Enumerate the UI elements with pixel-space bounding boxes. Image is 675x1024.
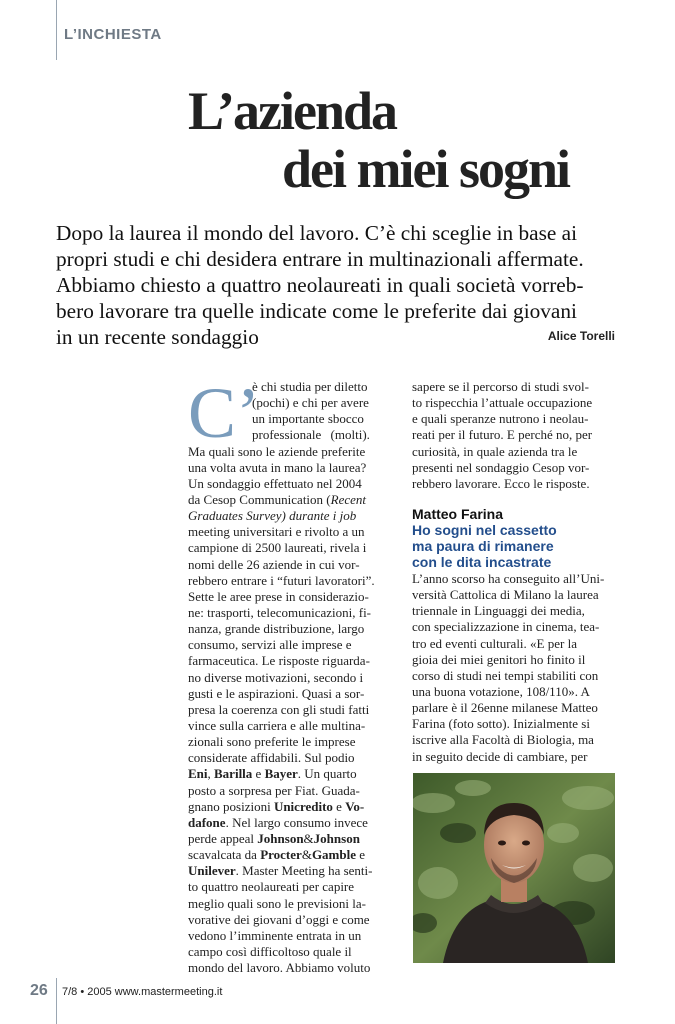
body-line: Ma quali sono le aziende preferite bbox=[188, 443, 366, 459]
company-name: Procter bbox=[260, 847, 302, 863]
bottom-vertical-rule bbox=[56, 978, 57, 1024]
body-line: una buona votazione, 108/110». A bbox=[412, 683, 590, 699]
lead-line: Dopo la laurea il mondo del lavoro. C’è chi sceglie in base ai bbox=[56, 221, 578, 245]
company-name: Vo- bbox=[345, 798, 365, 814]
body-line: posto a sorpresa per Fiat. Guada- bbox=[188, 782, 360, 798]
subhead-line: con le dita incastrate bbox=[412, 554, 552, 570]
headline-line-2: dei miei sogni bbox=[282, 139, 570, 199]
portrait-photo bbox=[413, 773, 615, 963]
subhead-line: Ho sogni nel cassetto bbox=[412, 522, 557, 538]
body-line: zionali sono preferite le imprese bbox=[188, 734, 356, 750]
body-line: campione di 2500 laureati, rivela i bbox=[188, 540, 367, 556]
body-line: meeting universitari e rivolto a un bbox=[188, 524, 365, 540]
body-line: presa la coerenza con gli studi fatti bbox=[188, 701, 370, 717]
company-name: Gamble bbox=[311, 847, 356, 863]
body-line: nanza, grande distribuzione, largo bbox=[188, 621, 365, 637]
body-line: un importante sbocco bbox=[252, 411, 364, 427]
body-line: Un sondaggio effettuato nel 2004 bbox=[188, 475, 362, 491]
survey-name-italic: Recent bbox=[330, 491, 366, 507]
body-line: tro ed eventi culturali. «E per la bbox=[412, 635, 577, 651]
body-line: presenti nel sondaggio Cesop vor- bbox=[412, 459, 590, 475]
body-line-bold: dafone. Nel largo consumo invece bbox=[188, 814, 368, 830]
body-line: reati per il futuro. E perché no, per bbox=[412, 427, 593, 443]
body-line: meglio quali sono le previsioni la- bbox=[188, 895, 366, 911]
body-line-text: da Cesop Communication ( bbox=[188, 491, 331, 507]
lead-line: Abbiamo chiesto a quattro neolaureati in quali società vorreb- bbox=[56, 273, 584, 297]
body-line-bold: perde appeal Johnson&Johnson bbox=[188, 830, 360, 846]
body-column-2-intro bbox=[412, 379, 615, 492]
survey-name-italic-cont: Graduates Survey) durante i job bbox=[188, 508, 357, 524]
body-line: to rispecchia l’attuale occupazione bbox=[412, 395, 593, 411]
body-line: Sette le aree prese in considerazio- bbox=[188, 588, 369, 604]
body-line: una volta avuta in mano la laurea? bbox=[188, 459, 367, 475]
body-line: con specializzazione in cinema, tea- bbox=[412, 619, 600, 635]
body-line: professionale (molti). bbox=[252, 427, 370, 443]
body-line: vince sulla carriera e alle multina- bbox=[188, 717, 366, 733]
body-line: to quattro neolaureati per capire bbox=[188, 879, 355, 895]
body-line: corso di studi nei tempi stabiliti con bbox=[412, 667, 599, 683]
body-line bbox=[188, 508, 391, 524]
body-column-2-interview bbox=[412, 571, 615, 765]
body-line: rebbero entrare i “futuri lavoratori”. bbox=[188, 572, 375, 588]
subhead-line: ma paura di rimanere bbox=[412, 538, 554, 554]
company-name: Unilever bbox=[188, 863, 236, 879]
portrait-illustration bbox=[413, 773, 615, 963]
body-line: Farina (foto sotto). Inizialmente si bbox=[412, 716, 590, 732]
company-name: Unicredito bbox=[273, 798, 333, 814]
body-line: sapere se il percorso di studi svol- bbox=[412, 379, 589, 394]
body-line-bold: gnano posizioni Unicredito e Vo- bbox=[188, 798, 365, 814]
footer-issue-info: 7/8 • 2005 www.mastermeeting.it bbox=[62, 986, 223, 998]
body-line: e quali speranze nutrono i neolau- bbox=[412, 411, 589, 427]
headline-line-1: L’azienda bbox=[188, 81, 397, 141]
body-line: farmaceutica. Le risposte riguarda- bbox=[188, 653, 370, 669]
lead-line: bero lavorare tra quelle indicate come le preferite dai giovani bbox=[56, 299, 577, 323]
body-line: ne: trasporti, telecomunicazioni, fi- bbox=[188, 604, 372, 620]
body-line: gusti e le aspirazioni. Quasi a sor- bbox=[188, 685, 365, 701]
body-line: parlare è il 26enne milanese Matteo bbox=[412, 700, 598, 716]
body-line: considerate affidabili. Sul podio bbox=[188, 750, 355, 766]
interview-subhead bbox=[412, 522, 557, 570]
body-line: no diverse motivazioni, secondo i bbox=[188, 669, 364, 685]
body-line: vorative dei giovani d’oggi e come bbox=[188, 911, 370, 927]
section-label: L’INCHIESTA bbox=[64, 26, 162, 43]
body-line: curiosità, in quale azienda tra le bbox=[412, 443, 578, 459]
body-line: versità Cattolica di Milano la laurea bbox=[412, 587, 599, 603]
lead-paragraph bbox=[56, 220, 616, 350]
lead-line: propri studi e chi desidera entrare in multinazionali affermate. bbox=[56, 247, 584, 271]
top-vertical-rule bbox=[56, 0, 57, 60]
body-line: consumo, servizi alle imprese e bbox=[188, 637, 352, 653]
company-name: Johnson bbox=[313, 830, 360, 846]
drop-cap: C’ bbox=[188, 373, 260, 453]
interviewee-name: Matteo Farina bbox=[412, 506, 504, 522]
body-line: campo così difficoltoso quale il bbox=[188, 943, 352, 959]
body-line: nomi delle 26 aziende in cui vor- bbox=[188, 556, 360, 572]
body-line: L’anno scorso ha conseguito all’Uni- bbox=[412, 571, 605, 586]
company-name: Bayer bbox=[264, 766, 298, 782]
body-line-bold: scavalcata da Procter&Gamble e bbox=[188, 847, 366, 863]
body-line: in seguito decide di cambiare, per bbox=[412, 748, 588, 764]
page-number: 26 bbox=[30, 982, 48, 999]
body-line-bold: Unilever. Master Meeting ha senti- bbox=[188, 863, 373, 879]
body-line: rebbero lavorare. Ecco le risposte. bbox=[412, 475, 590, 491]
body-line: vedono l’imminente entrata in un bbox=[188, 927, 362, 943]
company-name: Barilla bbox=[214, 766, 253, 782]
author-byline: Alice Torelli bbox=[547, 329, 615, 343]
body-line-bold: Eni, Barilla e Bayer. Un quarto bbox=[188, 766, 357, 782]
company-name: Eni bbox=[188, 766, 208, 782]
body-line: gioia dei miei genitori ho finito il bbox=[412, 651, 586, 667]
body-line: (pochi) e chi per avere bbox=[252, 395, 369, 411]
company-name: dafone bbox=[188, 814, 226, 830]
body-line: mondo del lavoro. Abbiamo voluto bbox=[188, 960, 371, 976]
body-line: iscrive alla Facoltà di Biologia, ma bbox=[412, 732, 594, 748]
body-column-1 bbox=[188, 373, 391, 976]
body-line: triennale in Linguaggi dei media, bbox=[412, 603, 585, 619]
lead-line: in un recente sondaggio bbox=[56, 325, 259, 349]
body-line: è chi studia per diletto bbox=[252, 379, 368, 394]
company-name: Johnson bbox=[257, 830, 304, 846]
body-line bbox=[188, 492, 391, 508]
